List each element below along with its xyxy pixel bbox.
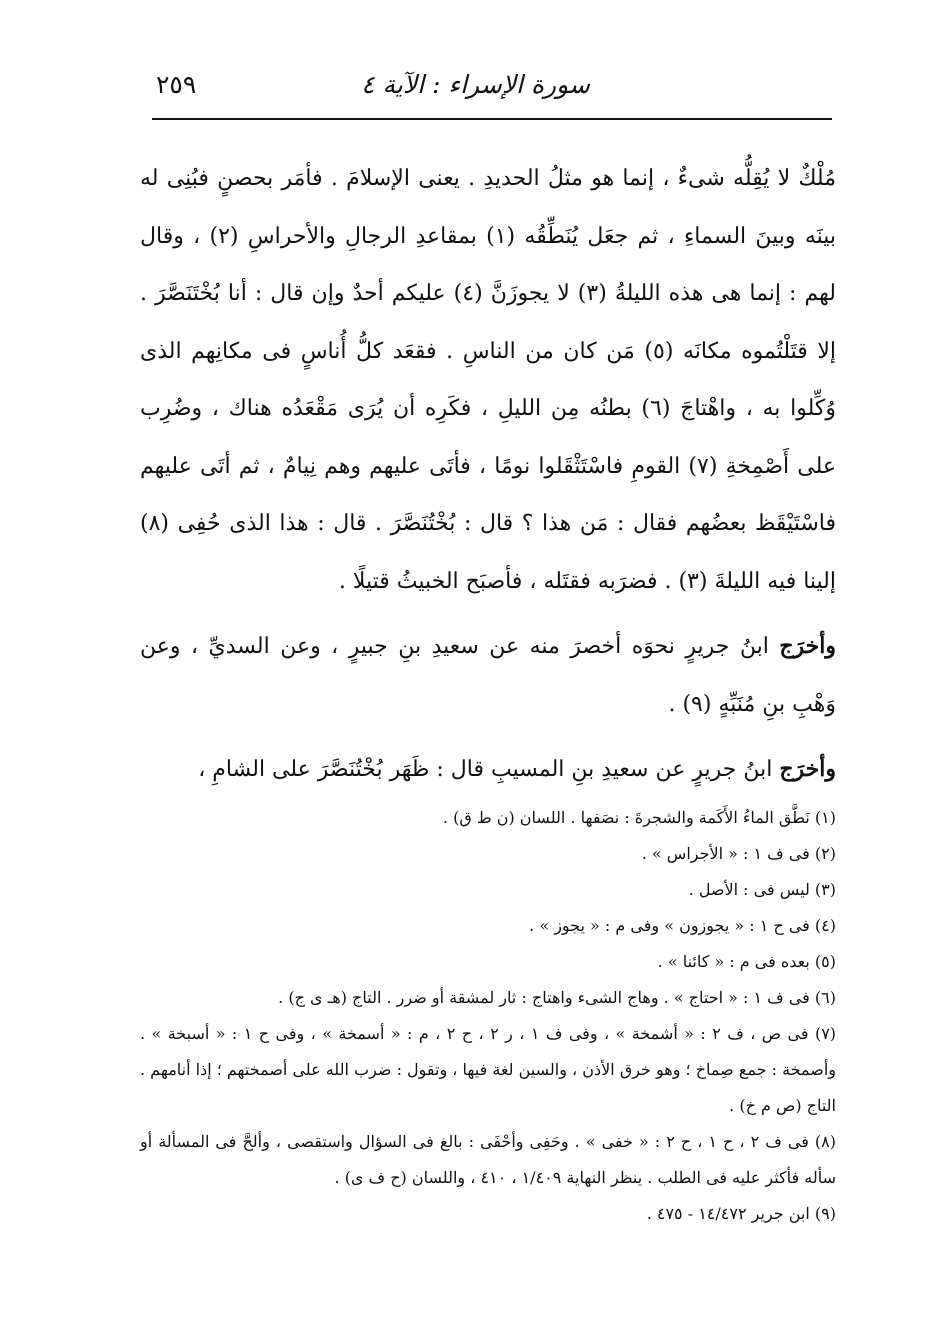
footnote: (٦) فى ف ١ : « احتاج » . وهاج الشىء واهتاج : ثار لمشقة أو ضرر . التاج (هـ ى ج) . bbox=[278, 988, 836, 1007]
main-text bbox=[140, 150, 836, 799]
paragraph-text: ابنُ جريرٍ عن سعيدِ بنِ المسيبِ قال : ظَهَر بُخْتُنَصَّرَ على الشامِ ، bbox=[198, 757, 780, 782]
footnote: (٨) فى ف ٢ ، ح ١ ، ح ٢ : « خفى » . وحَفِى وأحْفَى : بالغ فى السؤال واستقصى ، وألحَّ فى المسألة أو سأله فأكثر عليه فى الطلب . ينظر النهاية ١/٤٠٩ ، ٤١٠ ، واللسان (ح ف ى) . bbox=[140, 1132, 837, 1187]
running-title: سورة الإسراء : الآية ٤ bbox=[361, 70, 590, 99]
footnote: (٧) فى ص ، ف ٢ : « أشمخة » ، وفى ف ١ ، ر ٢ ، ح ٢ ، م : « أسمخة » ، وفى ح ١ : « أسبخة » . وأصمخة : جمع صِماخ ؛ وهو خرق الأذن ، والسين لغة فيها ، وتقول : ضرب الله على أصمختهم ؛ إذا أنامهم . التاج (ص م خ) . bbox=[140, 1024, 837, 1115]
paragraph-lead-word: وأخرَج bbox=[779, 633, 836, 659]
paragraph bbox=[140, 618, 836, 733]
paragraph bbox=[140, 741, 836, 799]
footnote: (٩) ابن جرير ١٤/٤٧٢ - ٤٧٥ . bbox=[646, 1204, 836, 1223]
footnote: (٢) فى ف ١ : « الأجراس » . bbox=[641, 844, 836, 863]
page-number: ٢٥٩ bbox=[156, 70, 197, 99]
paragraph-text: مُلْكٌ لا يُقِلُّه شىءٌ ، إنما هو مثلُ الحديدِ . يعنى الإسلامَ . فأمَر بحصنٍ فبُنِى له بينَه وبينَ السماءِ ، ثم جعَل يُنَطِّقُه (١) بمقاعدِ الرجالِ والأحراسِ (٢) ، وقال لهم : إنما هى هذه الليلةُ (٣) لا يجوزَنَّ (٤) عليكم أحدٌ وإن قال : أنا بُخْتَنَصَّرَ . إلا قتَلْتُموه مكانَه (٥) مَن كان من الناسِ . فقعَد كلُّ أُناسٍ فى مكانِهم الذى وُكِّلوا به ، واهْتاجَ (٦) بطنُه مِن الليلِ ، فكَرِه أن يُرَى مَقْعَدُه هناك ، وضُرِب على أَصْمِخةِ (٧) القومِ فاسْتَثْقَلوا نومًا ، فأتَى عليهم وهم نِيامٌ ، ثم أتَى عليهم فاسْتَيْقَظ بعضُهم فقال : مَن هذا ؟ قال : بُخْتُنَصَّرَ . قال : هذا الذى حُفِى (٨) إلينا فيه الليلةَ (٣) . فضرَبه فقتَله ، فأصبَح الخبيثُ قتيلًا . bbox=[140, 166, 837, 594]
paragraph-text: ابنُ جريرٍ نحوَه أخصرَ منه عن سعيدِ بنِ جبيرٍ ، وعن السديِّ ، وعن وَهْبِ بنِ مُنَبِّهٍ (٩) . bbox=[140, 634, 836, 717]
footnote: (١) نَطَّق الماءُ الأَكَمة والشجرةَ : نصَفها . اللسان (ن ط ق) . bbox=[442, 808, 836, 827]
paragraph-lead-word: وأخرَج bbox=[779, 756, 836, 782]
footnotes bbox=[140, 800, 836, 1232]
footnote: (٤) فى ح ١ : « يجوزون » وفى م : « يجوز » . bbox=[529, 916, 836, 935]
paragraph bbox=[140, 150, 836, 610]
page-header bbox=[150, 66, 830, 110]
footnote: (٥) بعده فى م : « كائنا » . bbox=[657, 952, 836, 971]
header-rule bbox=[152, 118, 832, 120]
footnote: (٣) ليس فى : الأصل . bbox=[688, 880, 836, 899]
